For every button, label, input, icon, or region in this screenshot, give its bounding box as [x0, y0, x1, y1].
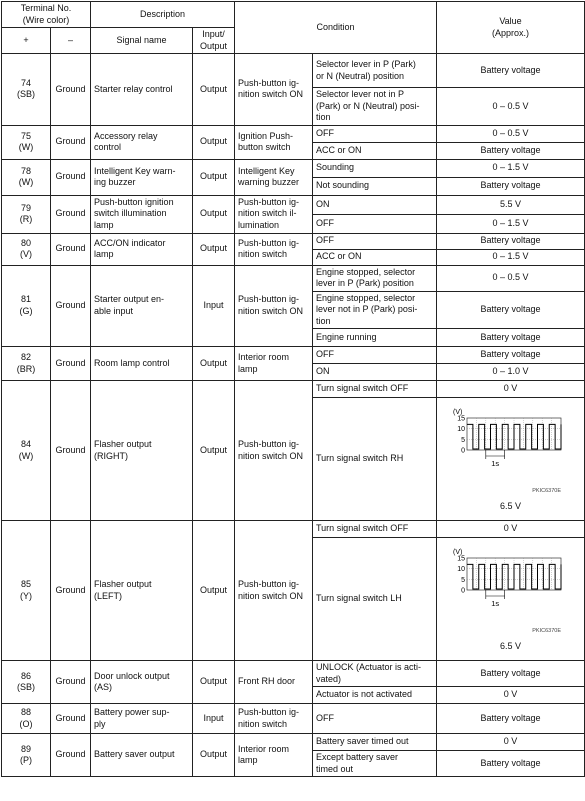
- condition-main: Push-button ig- nition switch ON: [235, 54, 313, 126]
- input-output: Output: [193, 195, 235, 233]
- ground-terminal: Ground: [51, 704, 91, 734]
- waveform-y-tick-label: 15: [457, 415, 466, 423]
- value-text: 0 – 1.5 V: [437, 159, 585, 177]
- ground-terminal: Ground: [51, 265, 91, 347]
- ground-terminal: Ground: [51, 125, 91, 159]
- condition-main: Ignition Push- button switch: [235, 125, 313, 159]
- header-minus: –: [51, 28, 91, 54]
- waveform-signal-line: [467, 565, 561, 590]
- signal-name: Flasher output (RIGHT): [91, 381, 193, 521]
- terminal-number: 78 (W): [2, 159, 51, 195]
- ground-terminal: Ground: [51, 661, 91, 704]
- condition-detail: Actuator is not activated: [313, 687, 437, 704]
- condition-detail: Turn signal switch OFF: [313, 521, 437, 538]
- value-text: 0 V: [437, 734, 585, 751]
- condition-detail: ON: [313, 195, 437, 214]
- condition-main: Front RH door: [235, 661, 313, 704]
- table-row: [2, 54, 585, 88]
- value-text: Battery voltage: [437, 177, 585, 195]
- value-text: Battery voltage: [437, 291, 585, 329]
- terminal-number: 82 (BR): [2, 347, 51, 381]
- value-text: Battery voltage: [437, 751, 585, 777]
- header-description: Description: [91, 2, 235, 28]
- condition-detail: Turn signal switch RH: [313, 398, 437, 521]
- input-output: Output: [193, 159, 235, 195]
- condition-main: Push-button ig- nition switch ON: [235, 265, 313, 347]
- signal-name: Intelligent Key warn- ing buzzer: [91, 159, 193, 195]
- table-row: [2, 521, 585, 538]
- condition-main: Push-button ig- nition switch ON: [235, 521, 313, 661]
- condition-detail: ON: [313, 364, 437, 381]
- table-row: [2, 159, 585, 177]
- ground-terminal: Ground: [51, 381, 91, 521]
- input-output: Output: [193, 661, 235, 704]
- value-text: 0 – 0.5 V: [437, 125, 585, 142]
- value-text: Battery voltage: [437, 347, 585, 364]
- value-text: 0 V: [437, 381, 585, 398]
- condition-detail: Turn signal switch LH: [313, 538, 437, 661]
- header-signal-name: Signal name: [91, 28, 193, 54]
- value-text: Battery voltage: [437, 661, 585, 687]
- signal-name: Starter output en- able input: [91, 265, 193, 347]
- terminal-number: 88 (O): [2, 704, 51, 734]
- terminal-number: 75 (W): [2, 125, 51, 159]
- table-row: [2, 125, 585, 142]
- condition-main: Interior room lamp: [235, 347, 313, 381]
- waveform-figure-code: PKIC6370E: [532, 488, 562, 495]
- waveform-y-tick-label: 15: [457, 555, 466, 563]
- input-output: Output: [193, 54, 235, 126]
- header-plus: +: [2, 28, 51, 54]
- signal-name: Push-button ignition switch illumination lamp: [91, 195, 193, 233]
- header-terminal: Terminal No. (Wire color): [2, 2, 91, 28]
- condition-detail: Engine stopped, selector lever not in P (Park) posi- tion: [313, 291, 437, 329]
- condition-detail: OFF: [313, 704, 437, 734]
- condition-detail: Engine stopped, selector lever in P (Park) position: [313, 265, 437, 291]
- header-value: Value (Approx.): [437, 2, 585, 54]
- input-output: Output: [193, 521, 235, 661]
- signal-name: Room lamp control: [91, 347, 193, 381]
- table-row: [2, 265, 585, 291]
- condition-detail: OFF: [313, 233, 437, 249]
- waveform-figure-code: PKIC6370E: [532, 628, 562, 635]
- ground-terminal: Ground: [51, 734, 91, 777]
- condition-main: Interior room lamp: [235, 734, 313, 777]
- signal-name: Door unlock output (AS): [91, 661, 193, 704]
- value-text: 6.5 V: [500, 501, 522, 512]
- ground-terminal: Ground: [51, 233, 91, 265]
- value-text: 0 – 1.5 V: [437, 249, 585, 265]
- input-output: Output: [193, 125, 235, 159]
- table-row: [2, 347, 585, 364]
- condition-detail: Not sounding: [313, 177, 437, 195]
- waveform-container: [439, 406, 582, 498]
- value-text: 0 V: [437, 687, 585, 704]
- value-text: 0 – 1.5 V: [437, 214, 585, 233]
- condition-main: Intelligent Key warning buzzer: [235, 159, 313, 195]
- terminal-number: 79 (R): [2, 195, 51, 233]
- header-condition: Condition: [235, 2, 437, 54]
- condition-main: Push-button ig- nition switch: [235, 704, 313, 734]
- waveform-y-tick-label: 5: [461, 437, 466, 445]
- waveform-time-label: 1s: [491, 459, 500, 469]
- terminal-number: 89 (P): [2, 734, 51, 777]
- header-input-output: Input/ Output: [193, 28, 235, 54]
- input-output: Input: [193, 265, 235, 347]
- value-text: Battery voltage: [437, 142, 585, 159]
- condition-detail: Selector lever not in P (Park) or N (Neutral) posi- tion: [313, 88, 437, 126]
- waveform-y-tick-label: 0: [461, 587, 466, 595]
- condition-detail: Battery saver timed out: [313, 734, 437, 751]
- condition-detail: Turn signal switch OFF: [313, 381, 437, 398]
- waveform-unit-label: (V): [453, 549, 463, 557]
- waveform-time-label: 1s: [491, 599, 500, 609]
- table-row: [2, 734, 585, 751]
- condition-detail: ACC or ON: [313, 142, 437, 159]
- input-output: Output: [193, 233, 235, 265]
- terminal-number: 81 (G): [2, 265, 51, 347]
- flasher-waveform: [453, 546, 563, 638]
- signal-name: Flasher output (LEFT): [91, 521, 193, 661]
- input-output: Input: [193, 704, 235, 734]
- input-output: Output: [193, 381, 235, 521]
- waveform-y-tick-label: 0: [461, 447, 466, 455]
- signal-name: Battery saver output: [91, 734, 193, 777]
- condition-detail: Selector lever in P (Park) or N (Neutral) position: [313, 54, 437, 88]
- table-row: [2, 381, 585, 398]
- value-text: Battery voltage: [437, 329, 585, 347]
- condition-detail: Engine running: [313, 329, 437, 347]
- value-waveform-cell: [437, 398, 585, 521]
- terminal-number: 74 (SB): [2, 54, 51, 126]
- condition-detail: UNLOCK (Actuator is acti- vated): [313, 661, 437, 687]
- condition-detail: OFF: [313, 214, 437, 233]
- signal-name: Accessory relay control: [91, 125, 193, 159]
- value-text: 0 – 0.5 V: [437, 88, 585, 126]
- input-output: Output: [193, 347, 235, 381]
- condition-detail: ACC or ON: [313, 249, 437, 265]
- value-text: 0 – 1.0 V: [437, 364, 585, 381]
- terminal-number: 84 (W): [2, 381, 51, 521]
- condition-detail: OFF: [313, 125, 437, 142]
- terminal-number: 80 (V): [2, 233, 51, 265]
- table-body: [2, 54, 585, 777]
- condition-detail: Sounding: [313, 159, 437, 177]
- table-row: [2, 233, 585, 249]
- value-text: 5.5 V: [437, 195, 585, 214]
- ground-terminal: Ground: [51, 521, 91, 661]
- flasher-waveform: [453, 406, 563, 498]
- signal-name: ACC/ON indicator lamp: [91, 233, 193, 265]
- condition-detail: OFF: [313, 347, 437, 364]
- terminal-number: 86 (SB): [2, 661, 51, 704]
- signal-name: Battery power sup- ply: [91, 704, 193, 734]
- ground-terminal: Ground: [51, 159, 91, 195]
- input-output: Output: [193, 734, 235, 777]
- waveform-signal-line: [467, 425, 561, 450]
- waveform-y-tick-label: 10: [457, 566, 466, 574]
- value-text: 6.5 V: [500, 641, 522, 652]
- ground-terminal: Ground: [51, 195, 91, 233]
- signal-name: Starter relay control: [91, 54, 193, 126]
- value-text: Battery voltage: [437, 704, 585, 734]
- value-waveform-cell: [437, 538, 585, 661]
- waveform-y-tick-label: 10: [457, 426, 466, 434]
- condition-main: Push-button ig- nition switch ON: [235, 381, 313, 521]
- table-row: [2, 704, 585, 734]
- value-text: 0 V: [437, 521, 585, 538]
- condition-detail: Except battery saver timed out: [313, 751, 437, 777]
- condition-main: Push-button ig- nition switch: [235, 233, 313, 265]
- value-text: Battery voltage: [437, 54, 585, 88]
- waveform-container: [439, 546, 582, 638]
- table-row: [2, 195, 585, 214]
- waveform-y-tick-label: 5: [461, 577, 466, 585]
- condition-main: Push-button ig- nition switch il- lumination: [235, 195, 313, 233]
- terminal-number: 85 (Y): [2, 521, 51, 661]
- value-text: Battery voltage: [437, 233, 585, 249]
- terminal-table: [1, 1, 585, 777]
- table-row: [2, 661, 585, 687]
- ground-terminal: Ground: [51, 54, 91, 126]
- waveform-unit-label: (V): [453, 409, 463, 417]
- ground-terminal: Ground: [51, 347, 91, 381]
- value-text: 0 – 0.5 V: [437, 265, 585, 291]
